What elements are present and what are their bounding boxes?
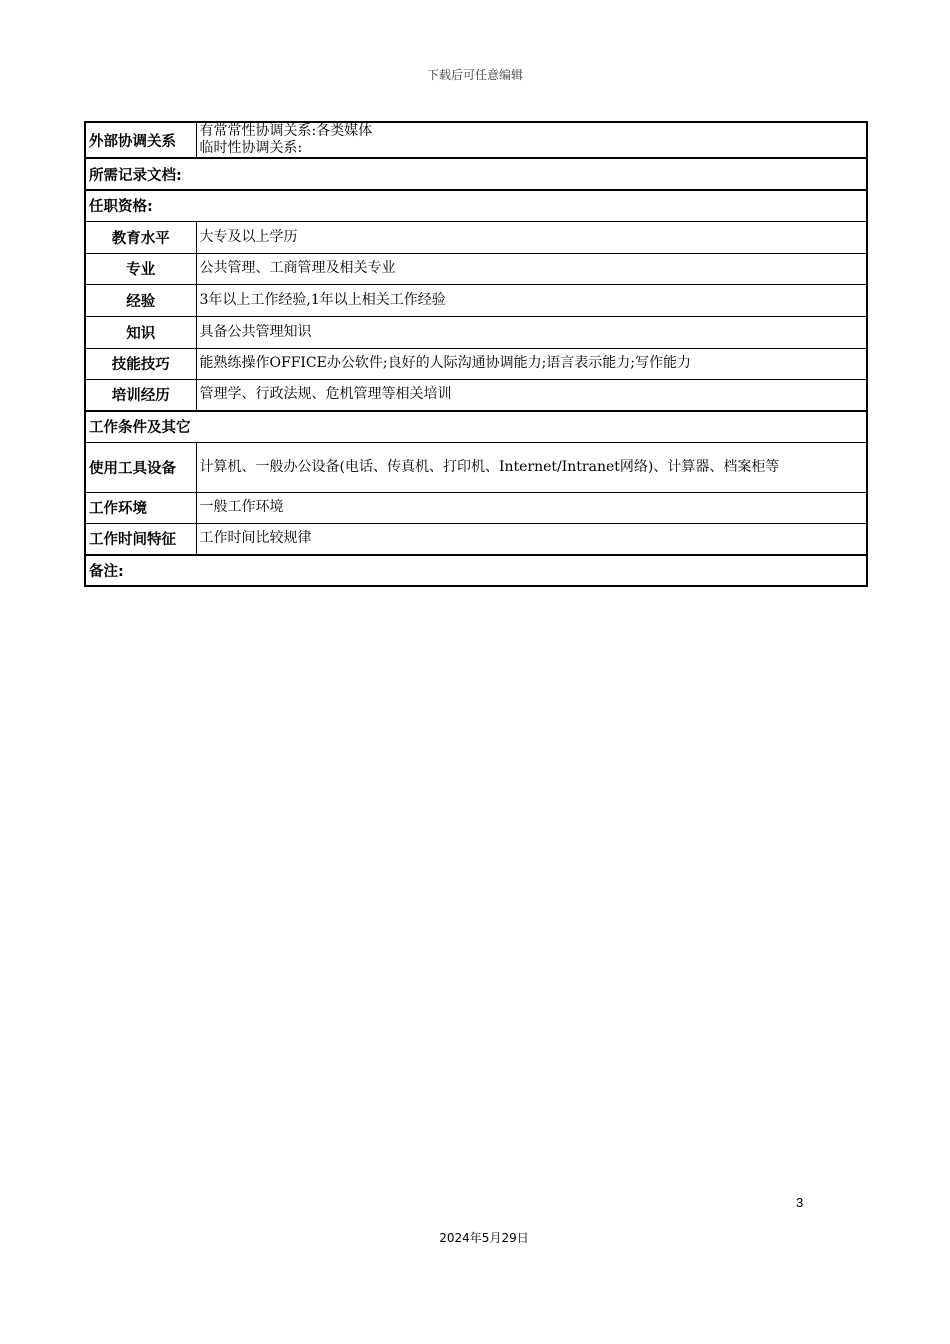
external-temporary-line: 临时性协调关系: [199, 140, 303, 156]
major-label: 专业 [85, 253, 196, 284]
qualifications-header: 任职资格: [85, 190, 867, 221]
remarks-header: 备注: [85, 555, 867, 586]
row-external-coordination [85, 122, 867, 158]
external-coordination-value [196, 122, 867, 158]
row-experience [85, 284, 867, 316]
row-training [85, 379, 867, 411]
tools-value: 计算机、一般办公设备(电话、传真机、打印机、Internet/Intranet网络)、计算器、档案柜等 [196, 442, 867, 492]
page-number: 3 [796, 1195, 804, 1210]
environment-value: 一般工作环境 [196, 492, 867, 523]
knowledge-value: 具备公共管理知识 [196, 316, 867, 348]
major-value: 公共管理、工商管理及相关专业 [196, 253, 867, 284]
knowledge-label: 知识 [85, 316, 196, 348]
row-education [85, 221, 867, 253]
education-label: 教育水平 [85, 221, 196, 253]
row-tools [85, 442, 867, 492]
header-note: 下载后可任意编辑 [426, 68, 523, 82]
row-work-time [85, 523, 867, 555]
training-label: 培训经历 [85, 379, 196, 411]
skills-value: 能熟练操作OFFICE办公软件;良好的人际沟通协调能力;语言表示能力;写作能力 [196, 348, 867, 379]
footer-date: 2024年5月29日 [439, 1231, 529, 1245]
row-knowledge [85, 316, 867, 348]
row-records [85, 158, 867, 190]
experience-label: 经验 [85, 284, 196, 316]
experience-value: 3年以上工作经验,1年以上相关工作经验 [196, 284, 867, 316]
skills-label: 技能技巧 [85, 348, 196, 379]
tools-label: 使用工具设备 [85, 442, 196, 492]
external-coordination-label: 外部协调关系 [85, 122, 196, 158]
row-conditions [85, 411, 867, 442]
row-qualifications [85, 190, 867, 221]
work-time-value: 工作时间比较规律 [196, 523, 867, 555]
row-major [85, 253, 867, 284]
row-skills [85, 348, 867, 379]
job-description-table [84, 121, 868, 587]
training-value: 管理学、行政法规、危机管理等相关培训 [196, 379, 867, 411]
external-regular-line: 有常常性协调关系:各类媒体 [199, 123, 373, 139]
row-environment [85, 492, 867, 523]
work-time-label: 工作时间特征 [85, 523, 196, 555]
records-header: 所需记录文档: [85, 158, 867, 190]
education-value: 大专及以上学历 [196, 221, 867, 253]
conditions-header: 工作条件及其它 [85, 411, 867, 442]
row-remarks [85, 555, 867, 586]
environment-label: 工作环境 [85, 492, 196, 523]
